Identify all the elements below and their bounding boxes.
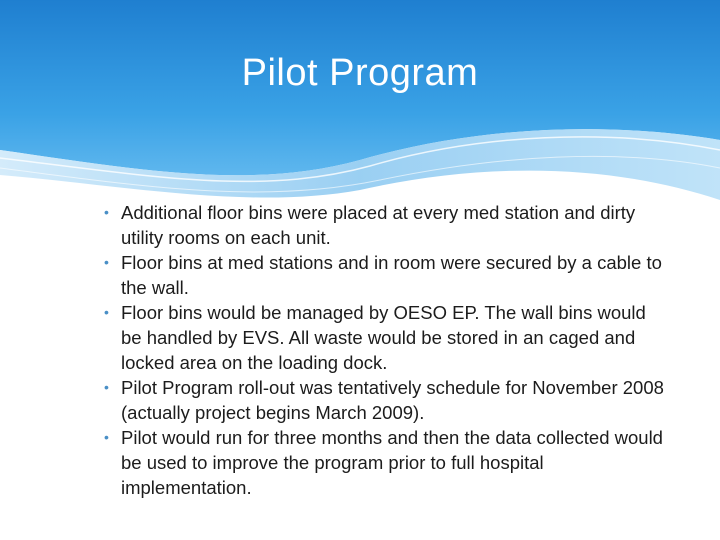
bullet-icon: • [104,254,109,270]
bullet-icon: • [104,379,109,395]
bullet-icon: • [104,429,109,445]
bullet-text: Floor bins at med stations and in room were secured by a cable to the wall. [121,252,662,298]
bullet-icon: • [104,204,109,220]
bullet-text: Additional floor bins were placed at every med station and dirty utility rooms on each unit. [121,202,636,248]
bullet-item [104,300,664,375]
bullet-list [104,200,664,500]
bullet-text: Floor bins would be managed by OESO EP. The wall bins would be handled by EVS. All waste would be stored in an caged and locked area on the loading dock. [121,302,646,373]
bullet-item [104,250,664,300]
bullet-text: Pilot Program roll-out was tentatively schedule for November 2008 (actually project begins March 2009). [121,377,664,423]
bullet-item [104,375,664,425]
slide-title: Pilot Program [241,52,479,94]
bullet-item [104,200,664,250]
bullet-text: Pilot would run for three months and then the data collected would be used to improve the program prior to full hospital implementation. [121,427,663,498]
bullet-icon: • [104,304,109,320]
bullet-item [104,425,664,500]
header-band [0,0,720,200]
